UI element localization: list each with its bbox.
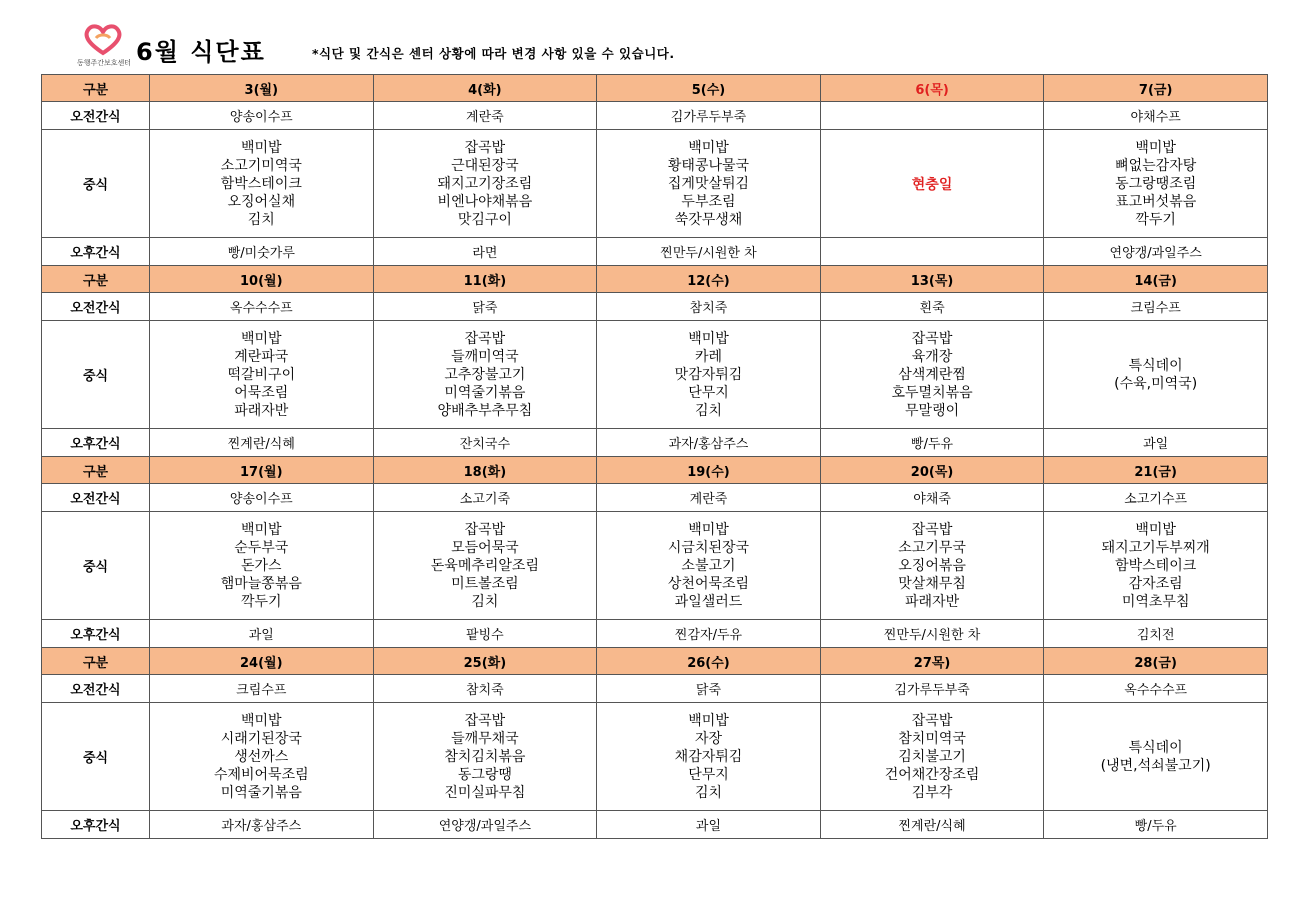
afternoon-snack-cell: 과자/홍삼주스: [597, 429, 821, 457]
lunch-row: [42, 703, 1268, 811]
header-label-cell: 구분: [42, 266, 150, 293]
day-date-cell: 10(월): [150, 266, 374, 293]
lunch-cell: [820, 130, 1044, 238]
lunch-label-cell: 중식: [42, 321, 150, 429]
menu-item: 카레: [694, 348, 723, 365]
day-date-cell: 5(수): [597, 75, 821, 102]
morning-snack-cell: 참치죽: [597, 293, 821, 321]
menu-item: 집게맛살튀김: [667, 175, 750, 192]
menu-item: 잡곡밥: [911, 330, 953, 347]
menu-item: 백미밥: [1135, 521, 1176, 538]
menu-item: 모듬어묵국: [451, 539, 519, 556]
menu-item: (수육,미역국): [1114, 375, 1198, 392]
lunch-cell: [373, 130, 597, 238]
afternoon-snack-cell: 팥빙수: [373, 620, 597, 648]
menu-item: 근대된장국: [451, 157, 519, 174]
lunch-row: [42, 130, 1268, 238]
menu-item: 김부각: [911, 784, 953, 801]
menu-item: 백미밥: [688, 139, 729, 156]
day-date-cell: 28(금): [1044, 648, 1268, 675]
afternoon-snack-cell: 과일: [1044, 429, 1268, 457]
menu-item: 순두부국: [234, 539, 289, 556]
afternoon-snack-cell: 빵/두유: [1044, 811, 1268, 839]
menu-item: 소불고기: [681, 557, 736, 574]
morning-label-cell: 오전간식: [42, 675, 150, 703]
morning-snack-cell: 옥수수수프: [1044, 675, 1268, 703]
menu-item: 미역초무침: [1121, 593, 1190, 610]
lunch-menu-list: [821, 712, 1044, 802]
afternoon-label-cell: 오후간식: [42, 238, 150, 266]
morning-snack-cell: 양송이수프: [150, 102, 374, 130]
menu-item: 어묵조림: [234, 384, 289, 401]
menu-item: 돈가스: [241, 557, 282, 574]
morning-snack-cell: 닭죽: [373, 293, 597, 321]
morning-snack-cell: [820, 102, 1044, 130]
lunch-cell: [150, 703, 374, 811]
lunch-menu-list: [597, 712, 820, 802]
lunch-label-cell: 중식: [42, 703, 150, 811]
menu-item: 미트볼조림: [451, 575, 519, 592]
menu-item: 백미밥: [241, 330, 282, 347]
menu-item: 참치미역국: [898, 730, 966, 747]
morning-snack-cell: 옥수수수프: [150, 293, 374, 321]
menu-item: 김치: [694, 784, 723, 801]
page-header: [70, 24, 1270, 72]
morning-snack-cell: 김가루두부죽: [597, 102, 821, 130]
day-date-cell: 27목): [820, 648, 1044, 675]
afternoon-snack-cell: 찐만두/시원한 차: [597, 238, 821, 266]
menu-item: 잡곡밥: [911, 521, 953, 538]
morning-label-cell: 오전간식: [42, 484, 150, 512]
morning-label-cell: 오전간식: [42, 293, 150, 321]
lunch-cell: [597, 512, 821, 620]
day-date-cell: 19(수): [597, 457, 821, 484]
menu-item: 잡곡밥: [464, 139, 506, 156]
lunch-cell: [820, 512, 1044, 620]
week-header-row: [42, 648, 1268, 675]
menu-item: 육개장: [911, 348, 953, 365]
lunch-cell: [1044, 512, 1268, 620]
lunch-cell: [150, 321, 374, 429]
menu-item: 김치: [694, 402, 723, 419]
lunch-cell: [820, 703, 1044, 811]
day-date-cell: 13(목): [820, 266, 1044, 293]
morning-snack-row: [42, 484, 1268, 512]
afternoon-snack-cell: 김치전: [1044, 620, 1268, 648]
menu-item: 돼지고기장조림: [437, 175, 533, 192]
menu-item: 참치김치볶음: [444, 748, 526, 765]
morning-snack-cell: 양송이수프: [150, 484, 374, 512]
menu-item: 잡곡밥: [911, 712, 953, 729]
afternoon-snack-cell: 찐계란/식혜: [820, 811, 1044, 839]
afternoon-snack-row: [42, 429, 1268, 457]
afternoon-snack-cell: 찐계란/식혜: [150, 429, 374, 457]
menu-item: 시금치된장국: [667, 539, 750, 556]
morning-snack-cell: 흰죽: [820, 293, 1044, 321]
lunch-cell: [1044, 703, 1268, 811]
lunch-menu-list: [150, 330, 373, 420]
lunch-row: [42, 321, 1268, 429]
menu-item: 깍두기: [241, 593, 282, 610]
menu-item: 오징어볶음: [898, 557, 966, 574]
menu-item: 백미밥: [241, 139, 282, 156]
day-date-cell: 11(화): [373, 266, 597, 293]
special-menu: [1044, 739, 1267, 775]
lunch-menu-list: [821, 521, 1044, 611]
lunch-menu-list: [821, 330, 1044, 420]
lunch-label-cell: 중식: [42, 130, 150, 238]
day-date-cell: 6(목): [820, 75, 1044, 102]
menu-item: 맛감자튀김: [674, 366, 743, 383]
day-date-cell: 3(월): [150, 75, 374, 102]
menu-item: 동그랑땡조림: [1115, 175, 1197, 192]
page-title: 6월 식단표: [136, 38, 266, 66]
lunch-cell: [597, 130, 821, 238]
menu-item: 시래기된장국: [220, 730, 302, 747]
day-date-cell: 24(월): [150, 648, 374, 675]
lunch-menu-list: [597, 330, 820, 420]
lunch-cell: [820, 321, 1044, 429]
menu-item: 돼지고기두부찌개: [1101, 539, 1210, 556]
week-header-row: [42, 457, 1268, 484]
menu-item: 잡곡밥: [464, 330, 506, 347]
afternoon-snack-cell: 찐감자/두유: [597, 620, 821, 648]
menu-item: 감자조림: [1128, 575, 1183, 592]
menu-item: 삼색계란찜: [898, 366, 966, 383]
menu-item: 수제비어묵조림: [213, 766, 309, 783]
afternoon-snack-cell: [820, 238, 1044, 266]
lunch-menu-list: [150, 521, 373, 611]
menu-item: 백미밥: [688, 330, 729, 347]
lunch-menu-list: [374, 330, 597, 420]
menu-item: 호두멸치볶음: [891, 384, 973, 401]
morning-snack-cell: 크림수프: [150, 675, 374, 703]
afternoon-snack-cell: 연양갱/과일주스: [1044, 238, 1268, 266]
menu-item: 건어채간장조림: [884, 766, 980, 783]
morning-snack-cell: 닭죽: [597, 675, 821, 703]
menu-item: 파래자반: [905, 593, 960, 610]
menu-item: 동그랑땡: [457, 766, 512, 783]
menu-item: 백미밥: [688, 712, 729, 729]
menu-item: 미역줄기볶음: [444, 384, 526, 401]
menu-item: 두부조림: [681, 193, 736, 210]
morning-snack-cell: 야채수프: [1044, 102, 1268, 130]
menu-item: 맛김구이: [457, 211, 512, 228]
menu-item: 고추장불고기: [444, 366, 526, 383]
morning-snack-cell: 소고기수프: [1044, 484, 1268, 512]
special-menu: [1044, 357, 1267, 393]
morning-snack-row: [42, 293, 1268, 321]
menu-item: 백미밥: [688, 521, 729, 538]
lunch-cell: [1044, 130, 1268, 238]
afternoon-snack-cell: 빵/미숫가루: [150, 238, 374, 266]
afternoon-snack-cell: 잔치국수: [373, 429, 597, 457]
afternoon-label-cell: 오후간식: [42, 429, 150, 457]
menu-item: 맛살채무침: [898, 575, 966, 592]
day-date-cell: 7(금): [1044, 75, 1268, 102]
menu-item: 잡곡밥: [464, 521, 506, 538]
day-date-cell: 4(화): [373, 75, 597, 102]
morning-snack-cell: 소고기죽: [373, 484, 597, 512]
menu-item: 돈육메추리알조림: [430, 557, 539, 574]
day-date-cell: 17(월): [150, 457, 374, 484]
lunch-cell: [373, 703, 597, 811]
day-date-cell: 20(목): [820, 457, 1044, 484]
afternoon-snack-row: [42, 811, 1268, 839]
day-date-cell: 12(수): [597, 266, 821, 293]
menu-item: 과일샐러드: [674, 593, 743, 610]
menu-item: 소고기무국: [898, 539, 966, 556]
lunch-menu-list: [597, 521, 820, 611]
menu-item: 잡곡밥: [464, 712, 506, 729]
lunch-cell: [597, 321, 821, 429]
lunch-cell: [597, 703, 821, 811]
menu-item: 상천어묵조림: [667, 575, 750, 592]
menu-item: 미역줄기볶음: [220, 784, 302, 801]
afternoon-label-cell: 오후간식: [42, 811, 150, 839]
menu-item: 단무지: [688, 766, 729, 783]
menu-item: 진미실파무침: [444, 784, 526, 801]
afternoon-snack-row: [42, 238, 1268, 266]
menu-item: 특식데이: [1128, 357, 1183, 374]
menu-item: 표고버섯볶음: [1115, 193, 1197, 210]
menu-item: 오징어실채: [227, 193, 296, 210]
morning-snack-cell: 김가루두부죽: [820, 675, 1044, 703]
menu-item: 황태콩나물국: [667, 157, 750, 174]
lunch-row: [42, 512, 1268, 620]
menu-item: 생선까스: [234, 748, 289, 765]
menu-item: 쑥갓무생채: [674, 211, 743, 228]
lunch-menu-list: [374, 521, 597, 611]
menu-item: 자장: [694, 730, 723, 747]
menu-item: 깍두기: [1135, 211, 1176, 228]
header-label-cell: 구분: [42, 75, 150, 102]
afternoon-snack-cell: 빵/두유: [820, 429, 1044, 457]
day-date-cell: 26(수): [597, 648, 821, 675]
afternoon-snack-cell: 연양갱/과일주스: [373, 811, 597, 839]
menu-item: 김치: [247, 211, 275, 228]
menu-item: 비엔나야채볶음: [437, 193, 533, 210]
lunch-cell: [150, 512, 374, 620]
menu-item: 단무지: [688, 384, 729, 401]
lunch-menu-list: [374, 139, 597, 229]
afternoon-snack-cell: 찐만두/시원한 차: [820, 620, 1044, 648]
heart-logo-icon: [82, 24, 124, 56]
menu-item: 계란파국: [234, 348, 289, 365]
menu-item: 김치: [471, 593, 499, 610]
morning-snack-cell: 참치죽: [373, 675, 597, 703]
menu-item: 백미밥: [241, 521, 282, 538]
afternoon-snack-cell: 라면: [373, 238, 597, 266]
afternoon-snack-cell: 과일: [150, 620, 374, 648]
week-header-row: [42, 75, 1268, 102]
lunch-menu-list: [374, 712, 597, 802]
morning-snack-cell: 계란죽: [597, 484, 821, 512]
header-label-cell: 구분: [42, 648, 150, 675]
menu-item: 파래자반: [234, 402, 289, 419]
afternoon-label-cell: 오후간식: [42, 620, 150, 648]
menu-item: 백미밥: [241, 712, 282, 729]
lunch-menu-list: [150, 712, 373, 802]
lunch-cell: [373, 321, 597, 429]
menu-item: 뼈없는감자탕: [1115, 157, 1197, 174]
day-date-cell: 21(금): [1044, 457, 1268, 484]
lunch-cell: [1044, 321, 1268, 429]
lunch-cell: [373, 512, 597, 620]
afternoon-snack-cell: 과일: [597, 811, 821, 839]
morning-snack-cell: 야채죽: [820, 484, 1044, 512]
morning-snack-row: [42, 102, 1268, 130]
menu-item: 김치불고기: [898, 748, 966, 765]
logo-text: 동행주간보호센터: [76, 59, 132, 67]
menu-item: 소고기미역국: [220, 157, 302, 174]
lunch-menu-list: [150, 139, 373, 229]
day-date-cell: 14(금): [1044, 266, 1268, 293]
menu-item: (냉면,석쇠불고기): [1100, 757, 1211, 774]
day-date-cell: 18(화): [373, 457, 597, 484]
menu-item: 들깨무채국: [451, 730, 519, 747]
morning-snack-cell: 크림수프: [1044, 293, 1268, 321]
morning-snack-row: [42, 675, 1268, 703]
lunch-menu-list: [597, 139, 820, 229]
menu-item: 양배추부추무침: [437, 402, 533, 419]
lunch-label-cell: 중식: [42, 512, 150, 620]
afternoon-snack-row: [42, 620, 1268, 648]
afternoon-snack-cell: 과자/홍삼주스: [150, 811, 374, 839]
notice-text: *식단 및 간식은 센터 상황에 따라 변경 사항 있을 수 있습니다.: [312, 46, 675, 61]
menu-item: 함박스테이크: [1115, 557, 1197, 574]
menu-item: 백미밥: [1135, 139, 1176, 156]
center-logo: [70, 24, 136, 70]
holiday-label: 현충일: [911, 176, 953, 193]
header-label-cell: 구분: [42, 457, 150, 484]
menu-item: 떡갈비구이: [227, 366, 296, 383]
menu-item: 함박스테이크: [220, 175, 302, 192]
menu-item: 햄마늘쫑볶음: [220, 575, 302, 592]
meal-plan-table: [41, 74, 1268, 839]
day-date-cell: 25(화): [373, 648, 597, 675]
morning-label-cell: 오전간식: [42, 102, 150, 130]
lunch-menu-list: [1044, 139, 1267, 229]
morning-snack-cell: 계란죽: [373, 102, 597, 130]
week-header-row: [42, 266, 1268, 293]
lunch-menu-list: [1044, 521, 1267, 611]
menu-item: 특식데이: [1128, 739, 1183, 756]
lunch-cell: [150, 130, 374, 238]
menu-item: 들깨미역국: [451, 348, 519, 365]
menu-item: 무말랭이: [905, 402, 960, 419]
menu-item: 채감자튀김: [674, 748, 743, 765]
